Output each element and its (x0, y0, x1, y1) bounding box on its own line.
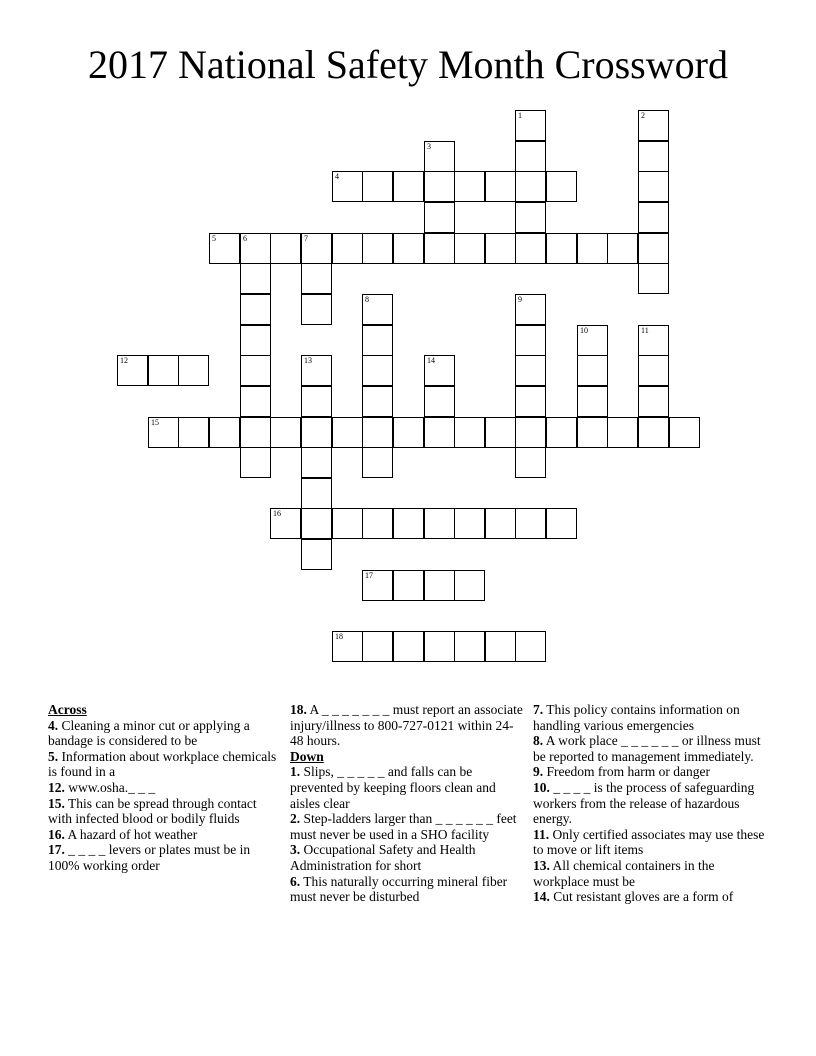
clue-item (533, 858, 773, 889)
grid-cell (638, 386, 669, 417)
across-clue-list-continued (290, 702, 526, 749)
clues-column-2 (290, 702, 526, 905)
page-title: 2017 National Safety Month Crossword (88, 42, 728, 87)
clue-number: 6 (243, 234, 247, 243)
grid-cell (515, 386, 546, 417)
grid-cell (485, 417, 516, 448)
grid-cell (515, 233, 546, 264)
grid-cell (178, 355, 209, 386)
grid-cell (209, 417, 240, 448)
grid-cell (362, 294, 393, 325)
clue-item-text: A _ _ _ _ _ _ _ must report an associate injury/illness to 800-727-0121 within 24-48 hours. (290, 702, 523, 749)
grid-cell (301, 263, 332, 294)
clue-item-text: www.osha._ _ _ (64, 779, 156, 795)
grid-cell (515, 325, 546, 356)
grid-cell (362, 447, 393, 478)
grid-cell (362, 171, 393, 202)
grid-cell (240, 233, 271, 264)
down-clue-list-continued (533, 702, 773, 905)
clues-column-3 (533, 702, 773, 905)
grid-cell (362, 631, 393, 662)
grid-cell (393, 570, 424, 601)
clue-item-number: 6. (290, 873, 301, 889)
grid-cell (240, 294, 271, 325)
grid-cell (546, 508, 577, 539)
clue-item-number: 9. (533, 764, 544, 780)
clue-item-number: 17. (48, 842, 65, 858)
grid-cell (515, 447, 546, 478)
grid-cell (240, 417, 271, 448)
clues-column-1 (48, 702, 280, 874)
grid-cell (546, 233, 577, 264)
grid-cell (607, 233, 638, 264)
grid-cell (485, 233, 516, 264)
grid-cell (546, 171, 577, 202)
grid-cell (424, 508, 455, 539)
grid-cell (454, 508, 485, 539)
clue-item-text: Only certified associates may use these to move or lift items (533, 826, 765, 858)
down-heading: Down (290, 748, 324, 764)
clue-item (533, 827, 773, 858)
grid-cell (424, 355, 455, 386)
grid-cell (424, 233, 455, 264)
grid-cell (515, 171, 546, 202)
clue-item (290, 764, 526, 811)
grid-cell (577, 233, 608, 264)
grid-cell (332, 171, 363, 202)
grid-cell (638, 110, 669, 141)
grid-cell (117, 355, 148, 386)
grid-cell (638, 417, 669, 448)
grid-cell (301, 447, 332, 478)
clue-item (533, 780, 773, 827)
clue-item-number: 7. (533, 702, 544, 717)
clue-item (48, 842, 280, 873)
clue-item-text: Freedom from harm or danger (543, 764, 710, 780)
clue-number: 18 (335, 632, 343, 641)
clue-item-number: 11. (533, 826, 550, 842)
grid-cell (454, 570, 485, 601)
clue-item (48, 796, 280, 827)
clue-item-number: 10. (533, 779, 550, 795)
grid-cell (638, 171, 669, 202)
grid-cell (515, 202, 546, 233)
clue-number: 17 (365, 571, 373, 580)
clue-item (48, 749, 280, 780)
grid-cell (424, 631, 455, 662)
clue-number: 14 (427, 356, 435, 365)
clue-item (290, 874, 526, 905)
grid-cell (515, 508, 546, 539)
clue-item-text: _ _ _ _ is the process of safeguarding workers from the release of hazardous energy. (533, 779, 755, 827)
grid-cell (515, 110, 546, 141)
clue-number: 11 (641, 326, 649, 335)
clue-item-text: Slips, _ _ _ _ _ and falls can be prevented by keeping floors clean and aisles clear (290, 764, 496, 811)
grid-cell (301, 294, 332, 325)
grid-cell (424, 202, 455, 233)
clue-item-number: 14. (533, 889, 550, 905)
grid-cell (301, 386, 332, 417)
grid-cell (240, 263, 271, 294)
grid-cell (669, 417, 700, 448)
grid-cell (362, 386, 393, 417)
clue-item (533, 733, 773, 764)
clue-item-number: 2. (290, 811, 301, 827)
grid-cell (301, 508, 332, 539)
clue-item (48, 718, 280, 749)
grid-cell (362, 233, 393, 264)
grid-cell (424, 570, 455, 601)
grid-cell (362, 325, 393, 356)
grid-cell (301, 478, 332, 509)
grid-cell (638, 141, 669, 172)
clue-item (290, 811, 526, 842)
grid-cell (209, 233, 240, 264)
clue-number: 16 (273, 509, 281, 518)
grid-cell (577, 355, 608, 386)
clue-number: 1 (518, 111, 522, 120)
clue-number: 7 (304, 234, 308, 243)
clue-item-text: This naturally occurring mineral fiber must never be disturbed (290, 873, 508, 905)
clue-number: 9 (518, 295, 522, 304)
grid-cell (240, 355, 271, 386)
clue-item-number: 12. (48, 779, 65, 795)
grid-cell (240, 325, 271, 356)
clue-item-text: _ _ _ _ levers or plates must be in 100% working order (48, 842, 251, 873)
clue-item-text: Occupational Safety and Health Administration for short (290, 842, 476, 873)
grid-cell (546, 417, 577, 448)
grid-cell (393, 233, 424, 264)
clue-number: 4 (335, 172, 339, 181)
across-clue-list (48, 718, 280, 874)
grid-cell (424, 386, 455, 417)
clue-item-number: 18. (290, 702, 307, 717)
grid-cell (393, 417, 424, 448)
clue-number: 2 (641, 111, 645, 120)
grid-cell (577, 386, 608, 417)
grid-cell (148, 355, 179, 386)
grid-cell (362, 355, 393, 386)
grid-cell (393, 171, 424, 202)
grid-cell (270, 508, 301, 539)
grid-cell (301, 417, 332, 448)
clue-item-text: Step-ladders larger than _ _ _ _ _ _ feet must never be used in a SHO facility (290, 811, 517, 842)
clue-number: 5 (212, 234, 216, 243)
grid-cell (362, 417, 393, 448)
grid-cell (240, 386, 271, 417)
grid-cell (178, 417, 209, 448)
grid-cell (332, 233, 363, 264)
grid-cell (485, 508, 516, 539)
clue-item-text: Information about workplace chemicals is found in a (48, 748, 277, 780)
grid-cell (515, 417, 546, 448)
grid-cell (424, 417, 455, 448)
grid-cell (332, 417, 363, 448)
clue-number: 10 (580, 326, 588, 335)
clue-number: 8 (365, 295, 369, 304)
grid-cell (301, 233, 332, 264)
grid-cell (515, 355, 546, 386)
grid-cell (240, 447, 271, 478)
clue-item (48, 780, 280, 796)
grid-cell (607, 417, 638, 448)
clue-item-number: 15. (48, 795, 65, 811)
grid-cell (424, 141, 455, 172)
clue-item-number: 13. (533, 857, 550, 873)
grid-cell (332, 631, 363, 662)
grid-cell (485, 631, 516, 662)
clue-item-number: 8. (533, 733, 544, 749)
clue-item-number: 16. (48, 826, 65, 842)
clue-item-number: 5. (48, 748, 59, 764)
clue-item-text: All chemical containers in the workplace must be (533, 857, 715, 889)
clue-item (533, 764, 773, 780)
grid-cell (393, 631, 424, 662)
clue-item (533, 702, 773, 733)
grid-cell (454, 171, 485, 202)
grid-cell (638, 325, 669, 356)
clue-item-number: 4. (48, 717, 59, 733)
grid-cell (577, 325, 608, 356)
grid-cell (362, 570, 393, 601)
grid-cell (393, 508, 424, 539)
clue-item-text: Cleaning a minor cut or applying a bandage is considered to be (48, 717, 250, 749)
grid-cell (638, 263, 669, 294)
clue-number: 12 (120, 356, 128, 365)
clue-item (533, 889, 773, 905)
grid-cell (485, 171, 516, 202)
across-heading: Across (48, 702, 87, 717)
grid-cell (515, 631, 546, 662)
grid-cell (424, 171, 455, 202)
grid-cell (454, 631, 485, 662)
grid-cell (301, 539, 332, 570)
clue-item-text: This can be spread through contact with infected blood or bodily fluids (48, 795, 257, 827)
grid-cell (270, 417, 301, 448)
grid-cell (332, 508, 363, 539)
clue-number: 3 (427, 142, 431, 151)
down-clue-list (290, 764, 526, 904)
grid-cell (577, 417, 608, 448)
grid-cell (638, 202, 669, 233)
grid-cell (638, 233, 669, 264)
grid-cell (301, 355, 332, 386)
clue-item-text: A hazard of hot weather (64, 826, 198, 842)
grid-cell (270, 233, 301, 264)
grid-cell (454, 417, 485, 448)
clue-item (290, 702, 526, 749)
clue-number: 13 (304, 356, 312, 365)
grid-cell (148, 417, 179, 448)
clue-item-text: This policy contains information on handling various emergencies (533, 702, 740, 733)
grid-cell (362, 508, 393, 539)
grid-cell (515, 141, 546, 172)
clue-item-text: A work place _ _ _ _ _ _ or illness must be reported to management immediately. (533, 733, 761, 764)
grid-cell (638, 355, 669, 386)
clue-item (48, 827, 280, 843)
grid-cell (515, 294, 546, 325)
clue-number: 15 (151, 418, 159, 427)
clue-item-number: 1. (290, 764, 301, 780)
clue-item-number: 3. (290, 842, 301, 858)
grid-cell (454, 233, 485, 264)
clue-item-text: Cut resistant gloves are a form of (549, 889, 734, 905)
clue-item (290, 842, 526, 873)
